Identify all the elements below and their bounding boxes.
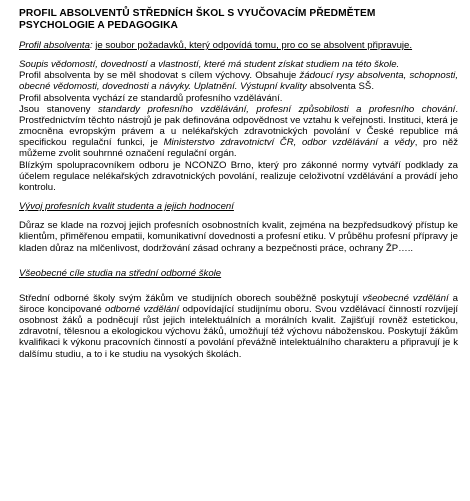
paragraph-7-a: Střední odborné školy svým žákům ve studijních oborech souběžně poskytují xyxy=(19,292,363,304)
paragraph-7-e: odpovídající studijnímu oboru. Svou vzdělávací činností rozvíjejí osobnost žáků a podněcují růst jejich intelektuálních a morálních kvalit. Zajišťují rovněž estetickou, zdravotní, tělesnou a ekologickou výchovu žáků, umožňují též výchovu náboženskou. Poskytují žákům kvalifikaci k výkonu pracovních činností a povolání převážně intelektuálního charakteru a připravují je k dalšímu studiu, a to i ke studiu na vysokých školách. xyxy=(19,303,458,360)
title-line-1: PROFIL ABSOLVENTŮ STŘEDNÍCH ŠKOL S VYUČOVACÍM PŘEDMĚTEM xyxy=(19,8,376,19)
definition-term: Profil absolventa xyxy=(19,40,90,51)
paragraph-4-e: , pro něž můžeme zvolit souhrnné označení regulační orgán. xyxy=(19,137,458,160)
section-heading-2: Všeobecné cíle studia na střední odborné škole xyxy=(19,267,222,279)
paragraph-4-b: standardy profesního vzdělávání, profesní způsobilosti a profesního chování xyxy=(97,103,456,115)
paragraph-3: Profil absolventa vychází ze standardů profesního vzdělávání. xyxy=(19,92,283,104)
definition-text: je soubor požadavků, který odpovídá tomu, pro co se absolvent připravuje. xyxy=(95,40,413,51)
definition-colon: : xyxy=(89,40,93,51)
paragraph-7-c: a široce koncipované xyxy=(19,292,458,315)
paragraph-7 xyxy=(19,293,458,360)
paragraph-7-d: odborné vzdělání xyxy=(104,303,180,315)
paragraph-2-a: Profil absolventa by se měl shodovat s cílem výchovy. Obsahuje xyxy=(19,70,300,82)
paragraph-4-a: Jsou stanoveny xyxy=(19,103,98,115)
paragraph-4-d: Ministerstvo zdravotnictví ČR, odbor vzdělávání a vědy xyxy=(163,137,415,149)
definition-paragraph xyxy=(19,40,458,51)
paragraph-5: Blízkým spolupracovníkem odboru je NCONZO Brno, který pro zákonné normy vytváří podklady za účelem regulace nelékařských zdravotnických povolání, realizuje celoživotní vzdělávání a provádí jeho kontrolu. xyxy=(19,159,458,193)
paragraph-2-b: žádoucí rysy absolventa, schopnosti, obecné vědomosti, dovednosti a návyky. Uplatnění. Výstupní kvality xyxy=(19,70,458,93)
paragraph-6: Důraz se klade na rozvoj jejich profesních osobnostních kvalit, zejména na bezpředsudkový přístup ke klientům, přiměřenou empatii, komunikativní dovednosti a profesní etiku. V průběhu profesní přípravy je kladen důraz na mlčenlivost, dodržování zásad ochrany a bezpečnosti práce, ochrany ŽP….. xyxy=(19,220,458,254)
paragraph-2-c: absolventa SŠ. xyxy=(306,81,374,93)
paragraph-4-c: . Prostřednictvím těchto nástrojů je pak definována odpovědnost ve vztahu k veřejnosti. Instituci, která je zmocněna evropským právem a u nelékařských zdravotnických povolání v České republice má specifickou regulační funkci, je xyxy=(19,103,458,149)
paragraph-4 xyxy=(19,104,458,160)
section-heading-1: Vývoj profesních kvalit studenta a jejich hodnocení xyxy=(19,201,234,213)
paragraph-1: Soupis vědomostí, dovedností a vlastností, které má student získat studiem na této škole. xyxy=(19,59,400,71)
paragraph-2 xyxy=(19,70,458,92)
document-title xyxy=(19,8,458,32)
paragraph-7-b: všeobecné vzdělání xyxy=(362,292,449,304)
title-line-2: PSYCHOLOGIE A PEDAGOGIKA xyxy=(19,20,179,31)
